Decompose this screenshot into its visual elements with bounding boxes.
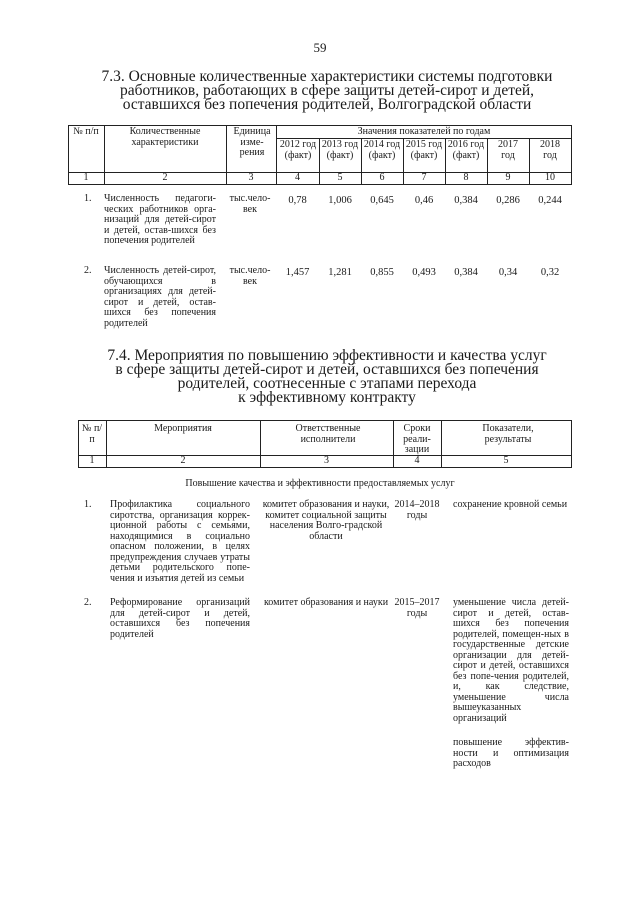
row-characteristic: Численность педагоги-ческих работников орга-низаций для детей-сирот и детей, остав-шихся без попечения родителей — [104, 193, 216, 246]
col-number: 1 — [83, 172, 89, 183]
header-year: 2014 год (факт) — [363, 139, 401, 161]
row-result: повышение эффектив-ности и оптимизация расходов — [453, 737, 569, 769]
header-terms: Сроки реали-зации — [403, 423, 431, 455]
col-number: 2 — [180, 455, 186, 466]
row-value: 0,244 — [538, 195, 562, 206]
col-number: 5 — [337, 172, 343, 183]
col-number: 9 — [505, 172, 511, 183]
row-unit: тыс.чело-век — [229, 193, 271, 215]
row-number: 1. — [84, 193, 92, 204]
col-number: 8 — [463, 172, 469, 183]
row-value: 0,645 — [370, 195, 394, 206]
row-value: 0,78 — [288, 195, 307, 206]
col-number: 3 — [324, 455, 329, 466]
col-number: 2 — [162, 172, 168, 183]
title-line: работников, работающих в сфере защиты детей-сирот и детей, — [119, 82, 535, 99]
col-number: 6 — [379, 172, 385, 183]
col-number: 3 — [248, 172, 254, 183]
header-year: 2015 год (факт) — [405, 139, 443, 161]
row-value: 0,34 — [498, 267, 518, 278]
section-7-4-title — [92, 349, 562, 405]
title-line: оставшихся без попечения родителей, Волгоградской области — [122, 96, 532, 113]
row-responsible: комитет образования и науки — [263, 597, 389, 608]
header-year: 2012 год (факт) — [279, 139, 317, 161]
row-value: 0,286 — [496, 195, 520, 206]
subsection-heading: Повышение качества и эффективности предоставляемых услуг — [185, 478, 455, 489]
header-year: 2017 год — [498, 139, 518, 161]
row-responsible: комитет образования и науки, комитет социальной защиты населения Волго-градской области — [262, 499, 390, 542]
row-value: 0,46 — [414, 195, 434, 206]
row-value: 0,493 — [412, 267, 436, 278]
title-line: родителей, соотнесенные с этапами перехода — [177, 375, 477, 392]
title-line: к эффективному контракту — [238, 389, 416, 406]
row-value: 1,457 — [285, 267, 310, 278]
col-number: 4 — [295, 172, 300, 183]
row-measure: Реформирование организаций для детей-сирот и детей, оставшихся без попечения родителей — [110, 597, 250, 640]
header-characteristic: Количественные характеристики — [129, 126, 201, 148]
row-characteristic: Численность детей-сирот, обучающихся в организациях для детей-сирот и детей, остав-шихся без попечения родителей — [104, 265, 216, 329]
col-number: 4 — [414, 455, 420, 466]
header-results: Показатели, результаты — [482, 423, 534, 445]
header-year: 2016 год (факт) — [447, 139, 485, 161]
col-number: 1 — [89, 455, 95, 466]
header-measures: Мероприятия — [154, 423, 212, 434]
row-measure: Профилактика социального сиротства, организация коррек-ционной работы с семьями, находящимися в социально опасном положении, в целях предупреждения случаев утраты детьми родительского попе-чения и изъятия детей из семьи — [110, 499, 250, 584]
col-number: 10 — [545, 172, 555, 183]
header-year: 2013 год (факт) — [321, 139, 359, 161]
page-number: 59 — [313, 40, 327, 55]
row-result: уменьшение числа детей-сирот и детей, остав-шихся без попечения родителей, помещен-ных в государственные детские организации для детей-сирот и детей, оставшихся без попе-чения родителей, и, как следствие, уменьшение числа вышеуказанных организаций — [453, 597, 569, 724]
section-7-3-title — [92, 70, 562, 112]
header-responsible: Ответственные исполнители — [295, 423, 361, 445]
row-value: 0,32 — [540, 267, 560, 278]
row-value: 0,384 — [454, 267, 478, 278]
row-number: 1. — [84, 499, 92, 510]
row-value: 1,006 — [328, 195, 352, 206]
header-unit: Единица изме-рения — [233, 126, 271, 158]
header-num: № п/п — [73, 126, 99, 137]
row-number: 2. — [84, 597, 92, 608]
row-terms: 2015–2017 годы — [394, 597, 440, 619]
header-year: 2018 год — [540, 139, 560, 161]
header-num: № п/п — [81, 423, 103, 445]
row-value: 0,855 — [370, 267, 394, 278]
header-values-group: Значения показателей по годам — [357, 126, 491, 137]
row-value: 1,281 — [328, 267, 352, 278]
title-line: в сфере защиты детей-сирот и детей, оставшихся без попечения — [115, 361, 539, 378]
title-line: 7.3. Основные количественные характеристики системы подготовки — [101, 68, 553, 85]
row-unit: тыс.чело-век — [229, 265, 271, 287]
row-terms: 2014–2018 годы — [394, 499, 440, 521]
col-number: 7 — [421, 172, 427, 183]
title-line: 7.4. Мероприятия по повышению эффективности и качества услуг — [107, 347, 547, 364]
row-value: 0,384 — [454, 195, 478, 206]
col-number: 5 — [503, 455, 509, 466]
row-result: сохранение кровной семьи — [453, 499, 568, 510]
row-number: 2. — [84, 265, 92, 276]
